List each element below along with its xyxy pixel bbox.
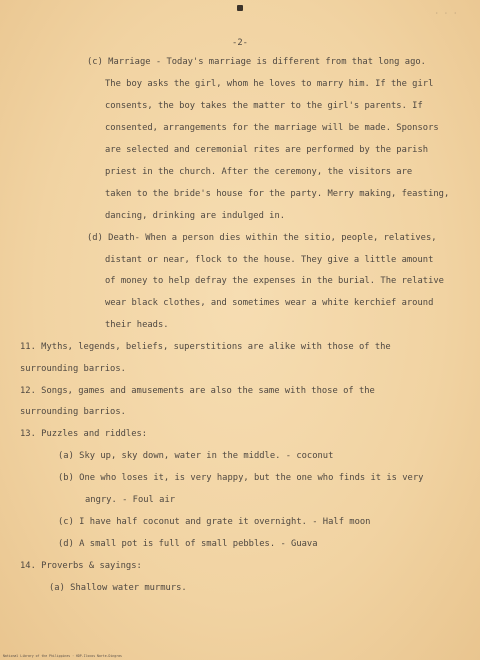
proverb-line: (a) Shallow water murmurs. — [49, 583, 187, 593]
death-line: wear black clothes, and sometimes wear a white kerchief around — [105, 298, 434, 308]
marriage-line: dancing, drinking are indulged in. — [105, 211, 286, 221]
item-11-line: surrounding barrios. — [20, 364, 126, 374]
marriage-line: consents, the boy takes the matter to the girl's parents. If — [105, 101, 423, 111]
death-line: their heads. — [105, 320, 169, 330]
item-14-heading: 14. Proverbs & sayings: — [20, 561, 142, 571]
marriage-line: are selected and ceremonial rites are performed by the parish — [105, 145, 429, 155]
marriage-line: consented, arrangements for the marriage will be made. Sponsors — [105, 123, 439, 133]
riddle-line: (c) I have half coconut and grate it overnight. - Half moon — [58, 517, 371, 527]
death-line: (d) Death- When a person dies within the sitio, people, relatives, — [87, 233, 437, 243]
footer-text: National Library of the Philippines · HDP-Ilocos Norte-Dingras — [3, 654, 122, 658]
marriage-line: (c) Marriage - Today's marriage is different from that long ago. — [87, 57, 426, 67]
corner-mark: · · · — [434, 10, 458, 17]
punch-hole-mark — [237, 5, 243, 11]
item-11-line: 11. Myths, legends, beliefs, superstitions are alike with those of the — [20, 342, 391, 352]
marriage-line: taken to the bride's house for the party. Merry making, feasting, — [105, 189, 450, 199]
riddle-line: angry. - Foul air — [85, 495, 176, 505]
death-line: of money to help defray the expenses in the burial. The relative — [105, 276, 444, 286]
item-12-line: 12. Songs, games and amusements are also the same with those of the — [20, 386, 375, 396]
marriage-line: priest in the church. After the ceremony, the visitors are — [105, 167, 413, 177]
riddle-line: (a) Sky up, sky down, water in the middle. - coconut — [58, 451, 334, 461]
item-13-heading: 13. Puzzles and riddles: — [20, 429, 148, 439]
riddle-line: (b) One who loses it, is very happy, but the one who finds it is very — [58, 473, 424, 483]
item-12-line: surrounding barrios. — [20, 407, 126, 417]
page-number: -2- — [232, 38, 248, 48]
death-line: distant or near, flock to the house. They give a little amount — [105, 255, 434, 265]
marriage-line: The boy asks the girl, whom he loves to marry him. If the girl — [105, 79, 434, 89]
riddle-line: (d) A small pot is full of small pebbles. - Guava — [58, 539, 318, 549]
